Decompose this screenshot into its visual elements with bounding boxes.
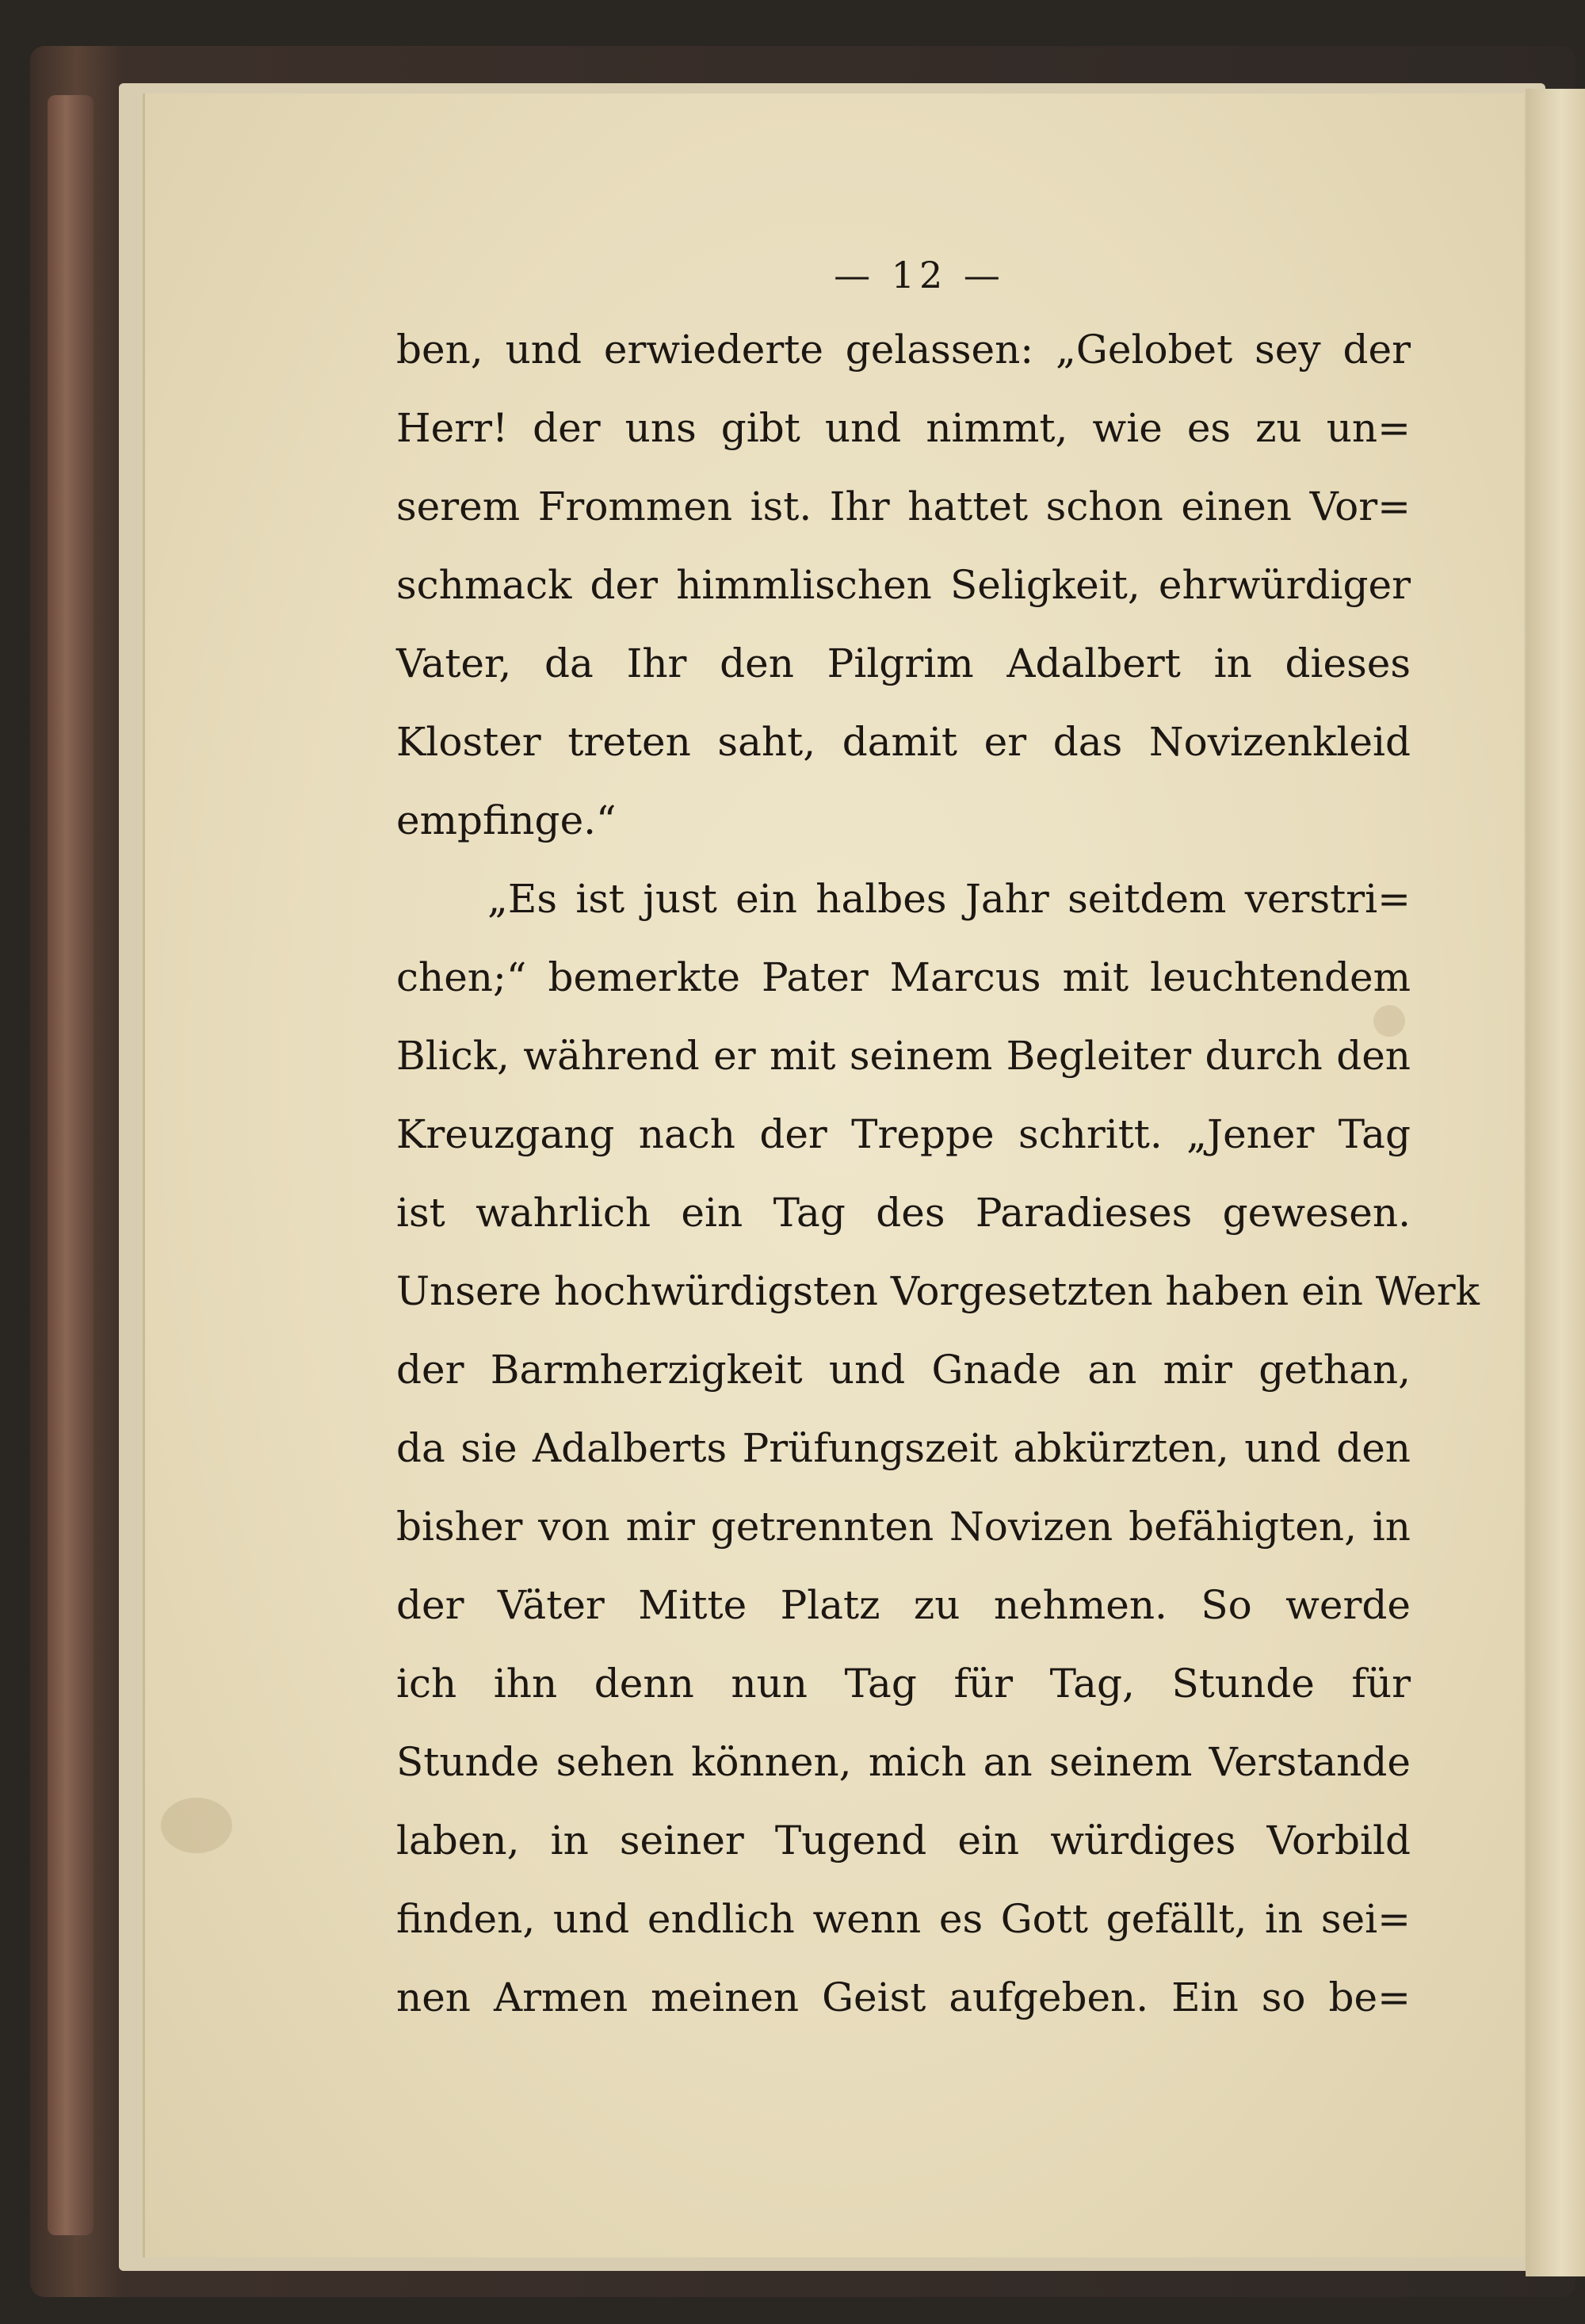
text-line: da sie Adalberts Prüfungszeit abkürzten, und den: [396, 1425, 1411, 1471]
facing-page-edge: [1526, 89, 1585, 2276]
text-line: chen;“ bemerkte Pater Marcus mit leuchtendem: [396, 954, 1411, 1000]
text-line: schmack der himmlischen Seligkeit, ehrwürdiger: [396, 562, 1411, 608]
paper-stain: [161, 1798, 232, 1853]
text-line: Herr! der uns gibt und nimmt, wie es zu un=: [396, 405, 1411, 451]
text-line: der Väter Mitte Platz zu nehmen. So werde: [396, 1582, 1411, 1628]
text-line: Kloster treten saht, damit er das Novizenkleid: [396, 719, 1411, 765]
book-spine-edge: [48, 95, 94, 2235]
text-line: ben, und erwiederte gelassen: „Gelobet sey der: [396, 327, 1411, 373]
text-line: „Es ist just ein halbes Jahr seitdem verstri=: [487, 876, 1411, 922]
text-line: Blick, während er mit seinem Begleiter durch den: [396, 1033, 1411, 1079]
text-line: Vater, da Ihr den Pilgrim Adalbert in dieses: [396, 640, 1411, 686]
text-line: ich ihn denn nun Tag für Tag, Stunde für: [396, 1661, 1411, 1707]
text-line: Stunde sehen können, mich an seinem Verstande: [396, 1739, 1411, 1785]
text-line: finden, und endlich wenn es Gott gefällt, in sei=: [396, 1896, 1411, 1942]
text-line: der Barmherzigkeit und Gnade an mir gethan,: [396, 1347, 1411, 1393]
text-line: empfinge.“: [396, 797, 617, 843]
text-line: bisher von mir getrennten Novizen befähigten, in: [396, 1504, 1411, 1550]
text-line: serem Frommen ist. Ihr hattet schon einen Vor=: [396, 484, 1411, 529]
page-content: [396, 254, 1480, 2037]
text-line: nen Armen meinen Geist aufgeben. Ein so be=: [396, 1974, 1411, 2020]
text-line: Unsere hochwürdigsten Vorgesetzten haben ein Werk: [396, 1268, 1480, 1314]
text-line: Kreuzgang nach der Treppe schritt. „Jener Tag: [396, 1111, 1411, 1157]
text-line: ist wahrlich ein Tag des Paradieses gewesen.: [396, 1190, 1411, 1236]
text-line: laben, in seiner Tugend ein würdiges Vorbild: [396, 1818, 1411, 1863]
page-number: — 12 —: [834, 254, 1005, 296]
